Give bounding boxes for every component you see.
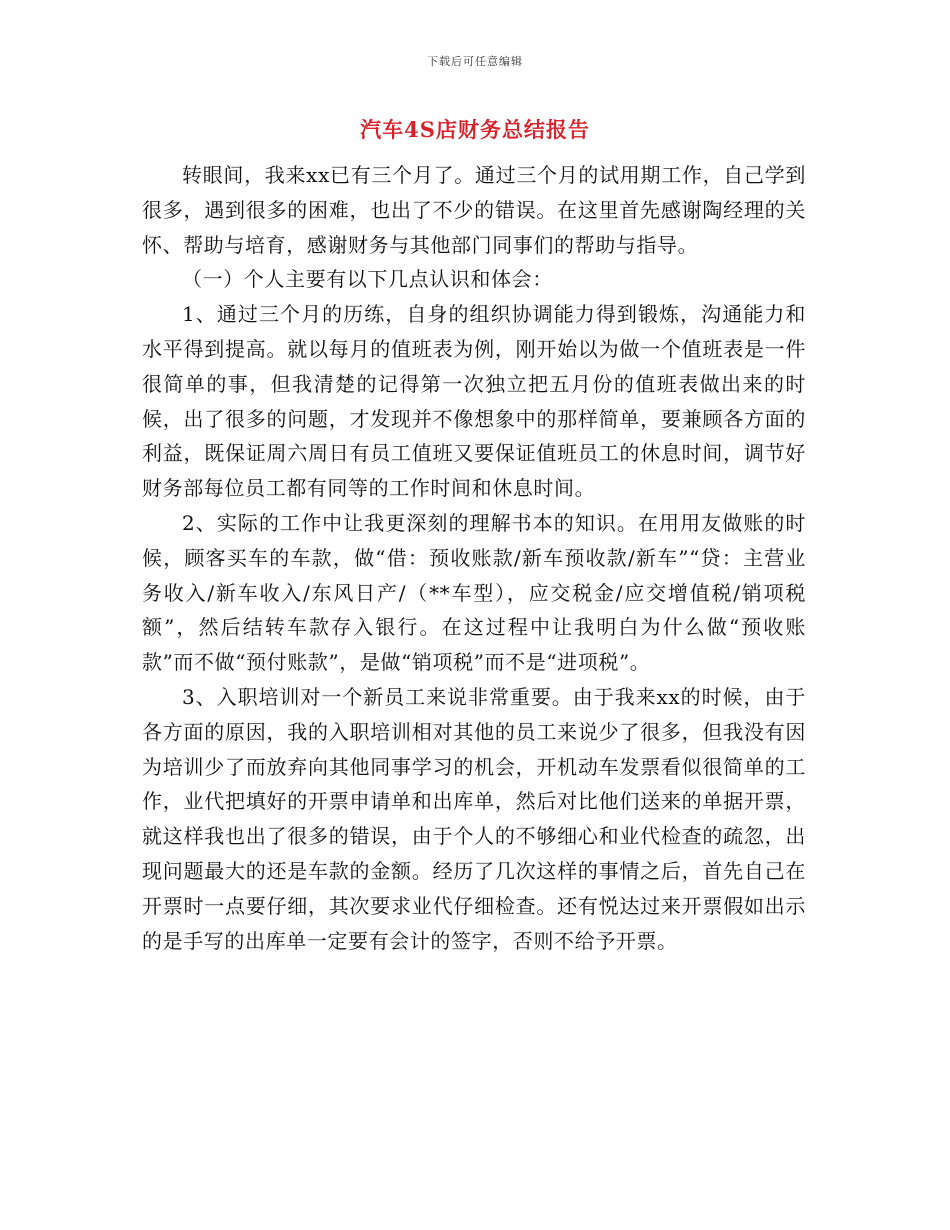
- document-body: [142, 158, 806, 958]
- header-note: 下载后可任意编辑: [427, 55, 523, 68]
- document-title: 汽车4S店财务总结报告: [360, 117, 590, 142]
- paragraph-point-2: 2、实际的工作中让我更深刻的理解书本的知识。在用用友做账的时候，顾客买车的车款，做“借：预收账款/新车预收款/新车”“贷：主营业务收入/新车收入/东风日产/（**车型），应交税金/应交增值税/销项税额”，然后结转车款存入银行。在这过程中让我明白为什么做“预收账款”而不做“预付账款”，是做“销项税”而不是“进项税”。: [142, 510, 806, 675]
- paragraph-section-heading: （一）个人主要有以下几点认识和体会：: [182, 267, 553, 292]
- paragraph-point-3: 3、入职培训对一个新员工来说非常重要。由于我来xx的时候，由于各方面的原因，我的入职培训相对其他的员工来说少了很多，但我没有因为培训少了而放弃向其他同事学习的机会，开机动车发票看似很简单的工作，业代把填好的开票申请单和出库单，然后对比他们送来的单据开票，就这样我也出了很多的错误，由于个人的不够细心和业代检查的疏忽，出现问题最大的还是车款的金额。经历了几次这样的事情之后，首先自己在开票时一点要仔细，其次要求业代仔细检查。还有悦达过来开票假如出示的是手写的出库单一定要有会计的签字，否则不给予开票。: [142, 684, 806, 953]
- paragraph-intro: 转眼间，我来xx已有三个月了。通过三个月的试用期工作，自己学到很多，遇到很多的困难，也出了不少的错误。在这里首先感谢陶经理的关怀、帮助与培育，感谢财务与其他部门同事们的帮助与指导。: [142, 163, 806, 257]
- paragraph-point-1: 1、通过三个月的历练，自身的组织协调能力得到锻炼，沟通能力和水平得到提高。就以每月的值班表为例，刚开始以为做一个值班表是一件很简单的事，但我清楚的记得第一次独立把五月份的值班表做出来的时候，出了很多的问题，才发现并不像想象中的那样简单，要兼顾各方面的利益，既保证周六周日有员工值班又要保证值班员工的休息时间，调节好财务部每位员工都有同等的工作时间和休息时间。: [142, 302, 806, 501]
